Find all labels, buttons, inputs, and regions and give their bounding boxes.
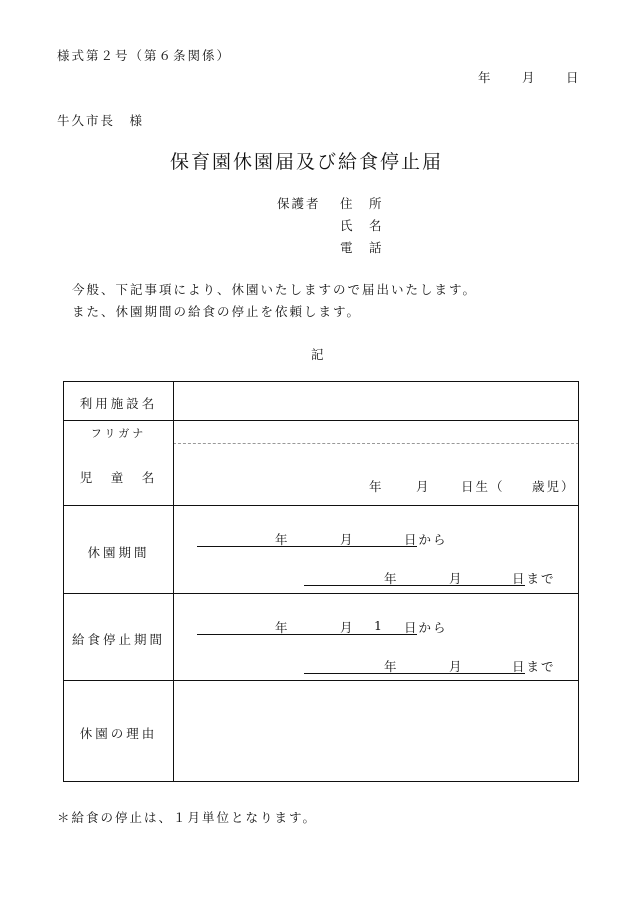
meal-from-day: 日から (404, 620, 448, 635)
document-title: 保育園休園届及び給食停止届 (170, 151, 444, 173)
date-year: 年 (478, 70, 493, 85)
meal-to-line[interactable] (304, 673, 525, 674)
meal-to-day: 日まで (512, 659, 556, 674)
body-line-1: 今般、下記事項により、休園いたしますので届出いたします。 (72, 282, 478, 297)
guardian-label: 保護者 (277, 196, 321, 211)
ki-heading: 記 (311, 347, 326, 362)
form-number: 様式第２号（第６条関係） (57, 48, 232, 63)
meal-from-day-value: 1 (374, 618, 384, 633)
closure-reason-input[interactable] (175, 682, 577, 780)
closure-to-year: 年 (384, 571, 399, 586)
child-name-label: 児 童 名 (79, 470, 158, 485)
closure-period-label: 休園期間 (87, 545, 150, 560)
footnote: ＊給食の停止は、１月単位となります。 (57, 810, 318, 825)
body-line-2: また、休園期間の給食の停止を依頼します。 (72, 304, 362, 319)
closure-to-month: 月 (449, 571, 464, 586)
meal-from-line[interactable] (197, 634, 417, 635)
meal-to-year: 年 (384, 659, 399, 674)
birth-day: 日生（ (461, 479, 505, 494)
closure-from-day: 日から (404, 532, 448, 547)
date-month: 月 (522, 70, 537, 85)
facility-label: 利用施設名 (79, 396, 158, 411)
closure-to-line[interactable] (304, 585, 525, 586)
closure-to-day: 日まで (512, 571, 556, 586)
guardian-name-label: 氏 名 (340, 218, 384, 233)
closure-reason-label: 休園の理由 (79, 726, 158, 741)
meal-from-year: 年 (275, 620, 290, 635)
furigana-label: フリガナ (90, 427, 147, 440)
guardian-phone-label: 電 話 (340, 240, 384, 255)
guardian-address-label: 住 所 (340, 196, 384, 211)
child-age: 歳児） (532, 479, 576, 494)
facility-input[interactable] (175, 383, 577, 419)
meal-from-month: 月 (340, 620, 355, 635)
furigana-input[interactable] (175, 422, 577, 442)
meal-to-month: 月 (449, 659, 464, 674)
closure-from-line[interactable] (197, 546, 417, 547)
meal-stop-period-label: 給食停止期間 (71, 632, 165, 647)
closure-from-year: 年 (275, 532, 290, 547)
addressee: 牛久市長 様 (57, 113, 145, 128)
birth-month: 月 (416, 479, 431, 494)
child-name-input[interactable] (175, 445, 577, 473)
date-day: 日 (566, 70, 581, 85)
birth-year: 年 (369, 479, 384, 494)
closure-from-month: 月 (340, 532, 355, 547)
